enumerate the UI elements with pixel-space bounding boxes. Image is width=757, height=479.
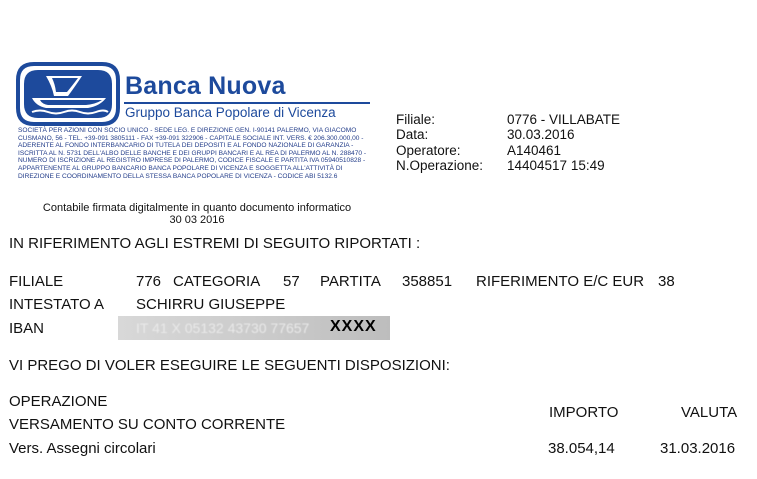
brand-divider: [124, 102, 370, 104]
riferimento-label: RIFERIMENTO E/C EUR: [476, 273, 645, 290]
riferimento-value: 38: [658, 273, 675, 290]
partita-value: 358851: [402, 273, 453, 290]
body-filiale-value: 776: [136, 273, 162, 290]
bank-logo-icon: [16, 62, 120, 126]
signature-note: [36, 202, 358, 226]
categoria-label: CATEGORIA: [173, 273, 261, 290]
data-value: 30.03.2016: [507, 127, 575, 142]
operazione-value: VERSAMENTO SU CONTO CORRENTE: [9, 416, 286, 433]
operatore-value: A140461: [507, 143, 562, 158]
signature-note-line1: Contabile firmata digitalmente in quanto documento informatico: [42, 202, 352, 214]
categoria-value: 57: [283, 273, 300, 290]
bank-name: Banca Nuova: [125, 72, 286, 100]
importo-header: IMPORTO: [549, 404, 619, 421]
intro-text: IN RIFERIMENTO AGLI ESTREMI DI SEGUITO RIPORTATI :: [9, 235, 421, 252]
operatore-label: Operatore:: [396, 143, 461, 158]
disposizioni-text: VI PREGO DI VOLER ESEGUIRE LE SEGUENTI DISPOSIZIONI:: [9, 357, 450, 374]
filiale-value: 0776 - VILLABATE: [507, 112, 621, 127]
riga-descrizione: Vers. Assegni circolari: [9, 440, 156, 457]
data-label: Data:: [396, 127, 429, 142]
iban-partial-value: IT 41 X 05132 43730 77657: [136, 320, 310, 336]
filiale-label: Filiale:: [396, 112, 436, 127]
valuta-header: VALUTA: [681, 404, 738, 421]
intestato-label: INTESTATO A: [9, 296, 105, 313]
body-filiale-label: FILIALE: [9, 273, 64, 290]
intestato-value: SCHIRRU GIUSEPPE: [136, 296, 286, 313]
riga-importo: 38.054,14: [548, 440, 615, 457]
iban-label: IBAN: [9, 320, 45, 337]
riga-valuta: 31.03.2016: [660, 440, 736, 457]
iban-masked-value: XXXX: [330, 318, 377, 335]
partita-label: PARTITA: [320, 273, 381, 290]
signature-note-date: 30 03 2016: [169, 214, 225, 226]
operazione-number-label: N.Operazione:: [396, 158, 484, 173]
bank-group: Gruppo Banca Popolare di Vicenza: [125, 105, 336, 120]
legal-text: SOCIETÀ PER AZIONI CON SOCIO UNICO - SEDE LEG. E DIREZIONE GEN. I-90141 PALERMO, VIA GIACOMO CUSMANO, 56 - TEL. +39-091 3805111 - FAX +39-091 322906 - CAPITALE SOCIALE INT. VERS. € 206.300.000,00 - ADERENTE AL FONDO INTERBANCARIO DI TUTELA DEI DEPOSITI E AL FONDO NAZIONALE DI GARANZIA - ISCRITTA AL N. 5731 DELL'ALBO DELLE BANCHE E DEI GRUPPI BANCARI E AL REA DI PALERMO AL N. 288470 - NUMERO DI ISCRIZIONE AL REGISTRO IMPRESE DI PALERMO, CODICE FISCALE E PARTITA IVA 05940510828 - APPARTENENTE AL GRUPPO BANCARIO BANCA POPOLARE DI VICENZA E SOGGETTA ALL'ATTIVITÀ DI DIREZIONE E COORDINAMENTO DELLA STESSA BANCA POPOLARE DI VICENZA - CODICE ABI 5132.6: [18, 127, 367, 180]
operazione-number-value: 14404517 15:49: [507, 158, 605, 173]
operazione-label: OPERAZIONE: [9, 393, 108, 410]
